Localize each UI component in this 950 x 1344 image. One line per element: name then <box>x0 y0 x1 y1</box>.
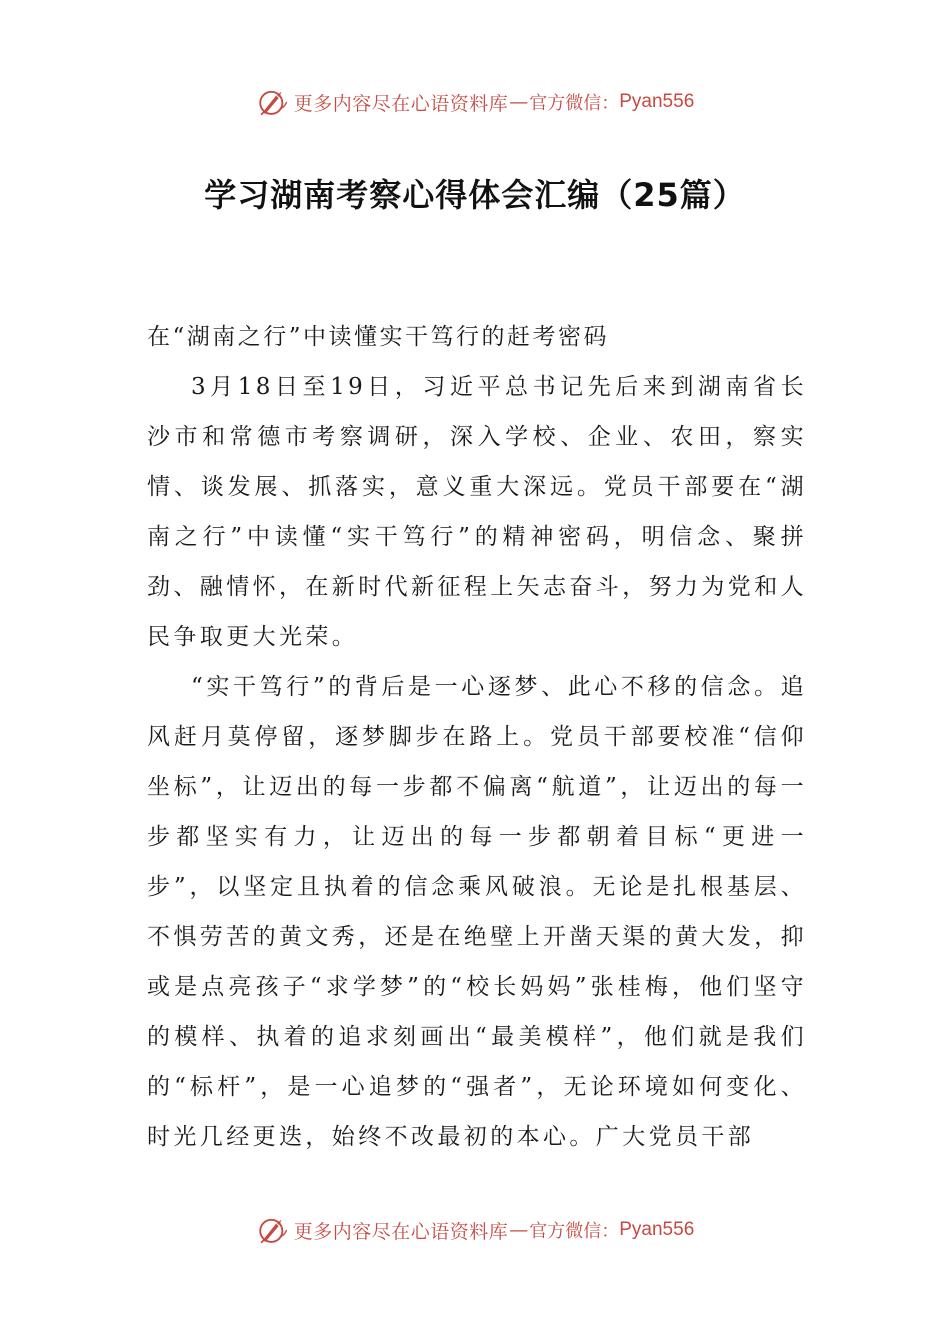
banner-slogan: 更多内容尽在心语资料库 <box>293 92 509 115</box>
header-banner <box>0 82 950 122</box>
banner-dash: — <box>509 91 529 113</box>
footer-contact-id: Pyan556 <box>619 1219 695 1240</box>
footer-slogan: 更多内容尽在心语资料库 <box>293 1220 509 1243</box>
article-subheading: 在“湖南之行”中读懂实干笃行的赶考密码 <box>147 324 610 350</box>
document-title: 学习湖南考察心得体会汇编（25篇） <box>204 176 746 214</box>
banner-contact-label: 官方微信： <box>529 93 620 114</box>
pen-nib-logo-icon <box>256 85 290 119</box>
pen-nib-logo-icon <box>256 1213 290 1247</box>
footer-banner <box>0 1210 950 1250</box>
article-paragraph-2: “实干笃行”的背后是一心逐梦、此心不移的信念。追风赶月莫停留，逐梦脚步在路上。党员干部要校准“信仰坐标”，让迈出的每一步都不偏离“航道”，让迈出的每一步都坚实有力，让迈出的每一步都朝着目标“更进一步”，以坚定且执着的信念乘风破浪。无论是扎根基层、不惧劳苦的黄文秀，还是在绝壁上开凿天渠的黄大发，抑或是点亮孩子“求学梦”的“校长妈妈”张桂梅，他们坚守的模样、执着的追求刻画出“最美模样”，他们就是我们的“标杆”，是一心追梦的“强者”，无论环境如何变化、时光几经更迭，始终不改最初的本心。广大党员干部 <box>147 674 807 1150</box>
footer-dash: — <box>509 1219 529 1241</box>
article-paragraph-1: 3月18日至19日，习近平总书记先后来到湖南省长沙市和常德市考察调研，深入学校、企业、农田，察实情、谈发展、抓落实，意义重大深远。党员干部要在“湖南之行”中读懂“实干笃行”的精神密码，明信念、聚拼劲、融情怀，在新时代新征程上矢志奋斗，努力为党和人民争取更大光荣。 <box>147 374 807 650</box>
footer-contact-label: 官方微信： <box>529 1221 620 1242</box>
article-body <box>147 312 807 1162</box>
banner-contact-id: Pyan556 <box>619 91 695 112</box>
